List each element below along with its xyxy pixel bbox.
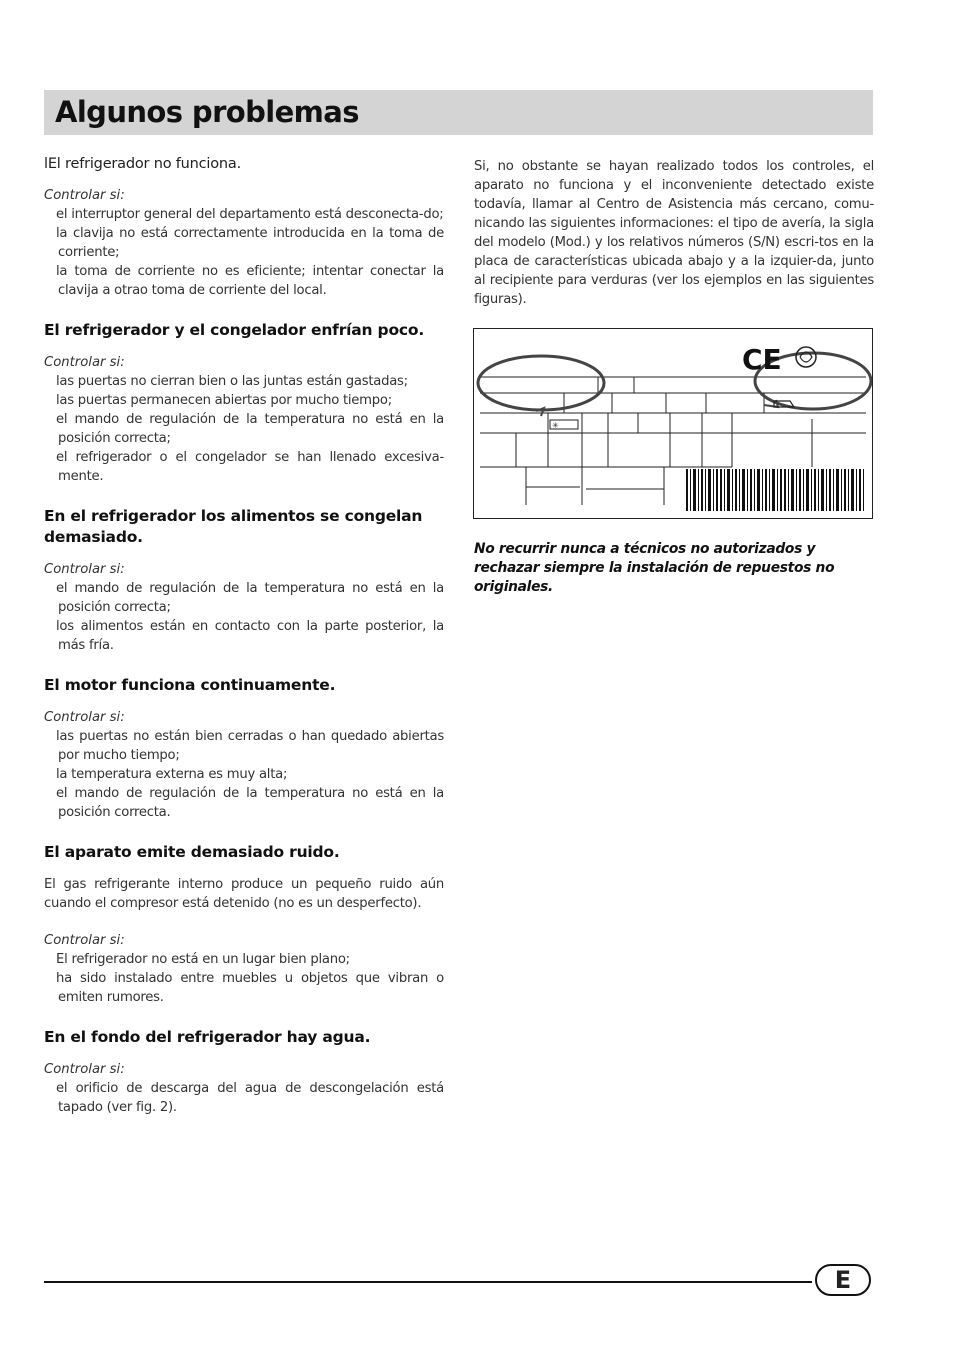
check-label: Controlar si: [44, 709, 125, 725]
section-ruido [44, 842, 444, 1007]
list-item: las puertas no están bien cerradas o han quedado abiertas por mucho tiempo; [56, 728, 444, 763]
list-item: los alimentos están en contacto con la parte posterior, la más fría. [56, 618, 444, 653]
list-item: el interruptor general del departamento está desconecta-do; [56, 207, 444, 222]
section-heading: En el refrigerador los alimentos se congelan demasiado. [44, 506, 423, 546]
check-list [44, 1079, 444, 1117]
list-item: ha sido instalado entre muebles u objetos que vibran o emiten rumores. [56, 970, 444, 1005]
check-list [44, 579, 444, 655]
warning-text: No recurrir nunca a técnicos no autorizados y rechazar siempre la instalación de repuestos no originales. [474, 541, 835, 595]
footer-rule [44, 1281, 812, 1283]
assistance-paragraph: Si, no obstante se hayan realizado todos los controles, el aparato no funciona y el inconveniente detectado existe todavía, llamar al Centro de Asistencia más cercano, comu-nicando las siguientes informaciones: el tipo de avería, la sigla del modelo (Mod.) y los relativos números (S/N) escri-tos en la placa de características ubicada abajo y a la izquier-da, junto al recipiente para verduras (ver los ejemplos en las siguientes figuras). [474, 159, 874, 307]
section-heading: El aparato emite demasiado ruido. [44, 842, 340, 861]
list-item: el mando de regulación de la temperatura no está en la posición correcta; [56, 411, 444, 446]
rating-plate-drawing [474, 329, 872, 518]
check-label: Controlar si: [44, 561, 125, 577]
check-label: Controlar si: [44, 354, 125, 370]
svg-text:✳: ✳ [552, 421, 559, 430]
section-motor-continuo [44, 675, 444, 822]
ce-mark: CE [742, 343, 782, 376]
section-paragraph: El gas refrigerante interno produce un pequeño ruido aún cuando el compresor está detenido (no es un desperfecto). [44, 876, 444, 911]
check-label: Controlar si: [44, 188, 125, 203]
section-congelan-demasiado [44, 506, 444, 655]
section-heading: El refrigerador y el congelador enfrían poco. [44, 321, 425, 339]
list-item: el orificio de descarga del agua de descongelación está tapado (ver fig. 2). [56, 1080, 444, 1115]
check-label: Controlar si: [44, 1061, 125, 1077]
check-list [44, 372, 444, 486]
language-badge: E [815, 1264, 871, 1296]
title-bar [44, 90, 873, 135]
list-item: la temperatura externa es muy alta; [56, 766, 288, 782]
section-no-funciona [44, 186, 444, 300]
section-heading: El motor funciona continuamente. [44, 675, 336, 694]
left-column [44, 156, 444, 1137]
intro-heading: lEl refrigerador no funciona. [44, 156, 242, 172]
check-list [44, 950, 444, 1007]
list-item: la clavija no está correctamente introducida en la toma de corriente; [56, 226, 444, 260]
section-heading: En el fondo del refrigerador hay agua. [44, 1027, 371, 1046]
right-column [474, 157, 874, 309]
check-list [44, 727, 444, 822]
list-item: las puertas no cierran bien o las juntas están gastadas; [56, 373, 408, 389]
check-label: Controlar si: [44, 932, 125, 948]
rating-plate-figure [473, 328, 873, 519]
list-item: las puertas permanecen abiertas por mucho tiempo; [56, 392, 392, 408]
section-enfrian-poco [44, 320, 444, 486]
list-item: el mando de regulación de la temperatura no está en la posición correcta. [56, 785, 444, 820]
list-item: el mando de regulación de la temperatura no está en la posición correcta; [56, 580, 444, 615]
check-list [44, 205, 444, 300]
page-title: Algunos problemas [55, 95, 359, 129]
section-agua [44, 1027, 444, 1117]
list-item: el refrigerador o el congelador se han llenado excesiva-mente. [56, 449, 444, 484]
list-item: El refrigerador no está en un lugar bien plano; [56, 951, 350, 967]
list-item: la toma de corriente no es eficiente; intentar conectar la clavija a otrao toma de corriente del local. [56, 264, 444, 298]
